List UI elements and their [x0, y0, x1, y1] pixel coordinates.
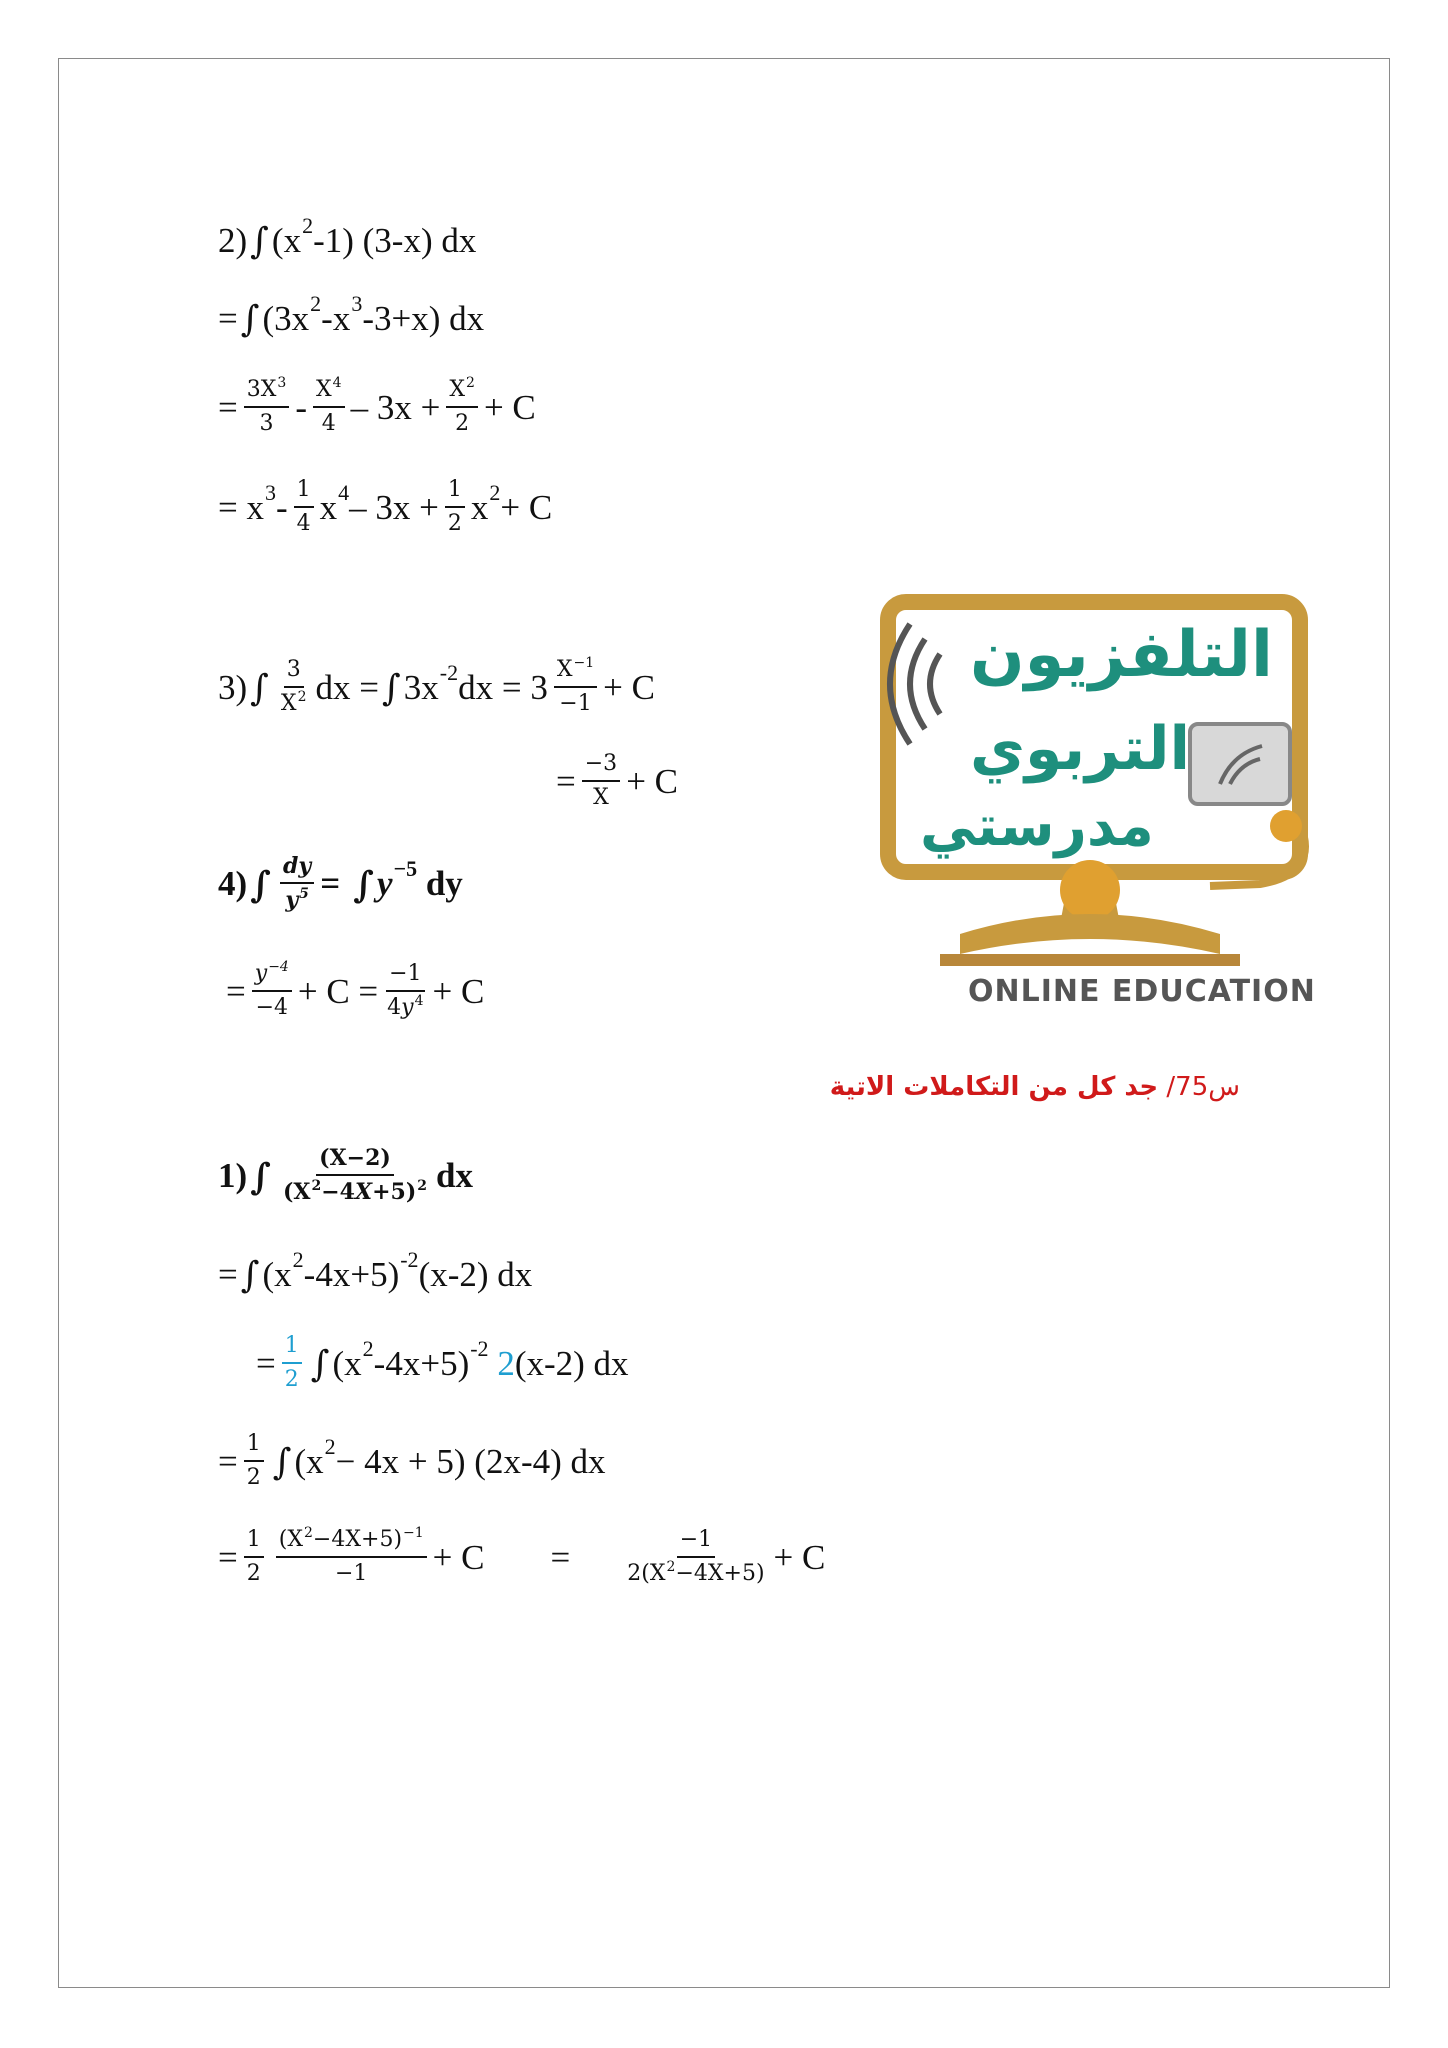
- logo-line-1: التلفزيون: [970, 618, 1273, 692]
- logo-line-3: مدرستي: [920, 794, 1154, 859]
- problem-2-step-2: = $\frac{3X^3}{3}$ - $\frac{X^4}{4}$ – 3x + $\frac{X^2}{2}$ + C: [218, 375, 536, 437]
- problem-1-step-3: = $\frac{1}{2}$ ∫ (x $^2$ − 4x + 5) (2x-4) dx: [218, 1431, 606, 1491]
- problem-1-result: = $\frac{1}{2}$ $\frac{(X^2-4X+5)^{-1}}{-1}$ + C = $\frac{-1}{2(X^2-4X+5)}$ + C: [218, 1525, 826, 1587]
- question-header: [820, 1072, 1240, 1102]
- problem-1-step-1: = ∫ (x $^2$ -4x+5) $^{-2}$ (x-2) dx: [218, 1247, 533, 1296]
- online-education-logo: [880, 594, 1320, 1014]
- problem-3-statement: 3) ∫ $\frac{3}{X^2}$ dx = ∫ 3x $^{-2}$ dx = 3 $\frac{X^{-1}}{-1}$ + C: [218, 655, 656, 717]
- problem-4-result: = $\frac{y^{-4}}{-4}$ + C = $\frac{-1}{4y^4}$ + C: [226, 959, 485, 1021]
- logo-caption: ONLINE EDUCATION: [968, 974, 1316, 1009]
- problem-2-step-1: = ∫ (3x $^2$ -x $^3$ -3+x) dx: [218, 291, 485, 340]
- problem-1-step-2: = $\frac{1}{2}$ ∫ (x $^2$ -4x+5) $^{-2}$ 2 (x-2) dx: [256, 1333, 629, 1393]
- problem-2-statement: 2) ∫ (x $^2$ -1) (3-x) dx: [218, 213, 477, 262]
- page-border: [58, 58, 1390, 1988]
- problem-2-step-3: = x $^3$ - $\frac{1}{4}$ x $^4$ – 3x + $\frac{1}{2}$ x $^2$ + C: [218, 477, 553, 537]
- logo-line-2: التربوي: [970, 714, 1191, 784]
- problem-4-statement: 4) ∫ $\frac{dy}{y^5}$ = ∫ y $^{-5}$ dy: [218, 853, 463, 914]
- problem-3-result: = $\frac{-3}{X}$ + C: [556, 751, 679, 811]
- question-text: جد كل من التكاملات الاتية: [829, 1072, 1159, 1102]
- problem-1-statement: 1) ∫ $\frac{(X-2)}{(X^2-4X+5)^2}$ dx: [218, 1145, 473, 1206]
- question-number: س75/: [1166, 1072, 1240, 1102]
